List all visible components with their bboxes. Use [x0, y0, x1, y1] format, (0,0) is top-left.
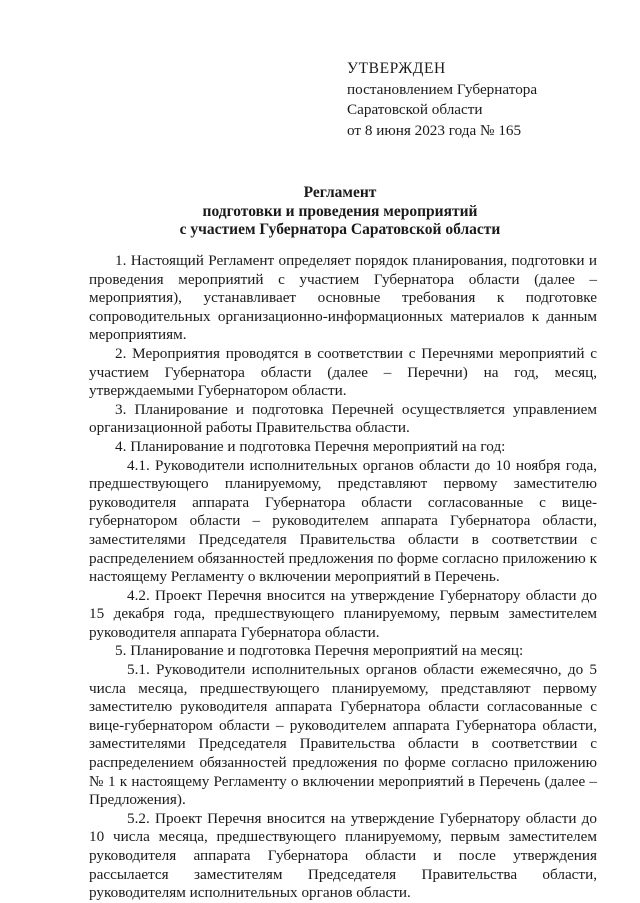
paragraph-4-1: 4.1. Руководители исполнительных органов области до 10 ноября года, предшествующего планируемому, представляют первому заместителю руководителя аппарата Губернатора области согласованные с вице-губернатором области – руководителем аппарата Губернатора области, заместителями Председателя Правительства области в соответствии с распределением обязанностей предложения по форме согласно приложению к настоящему Регламенту о включении мероприятий в Перечень. [89, 456, 597, 586]
approval-line-1: постановлением Губернатора [347, 80, 538, 98]
paragraph-5-1: 5.1. Руководители исполнительных органов области ежемесячно, до 5 числа месяца, предшествующего планируемому, представляют первому заместителю руководителя аппарата Губернатора области согласованные с вице-губернатором области – руководителем аппарата Губернатора области, заместителями Председателя Правительства области в соответствии с распределением обязанностей предложения по форме согласно приложению № 1 к настоящему Регламенту о включении мероприятий в Перечень (далее – Предложения). [89, 661, 597, 809]
paragraph-3: 3. Планирование и подготовка Перечней осуществляется управлением организационной работы Правительства области. [89, 400, 597, 437]
approval-heading: УТВЕРЖДЕН [347, 60, 446, 77]
document-body [89, 252, 597, 903]
approval-line-2: Саратовской области [347, 101, 483, 118]
paragraph-1: 1. Настоящий Регламент определяет порядок планирования, подготовки и проведения мероприятий с участием Губернатора области (далее – мероприятия), устанавливает основные требования к подготовке сопроводительных организационно-информационных материалов к данным мероприятиям. [89, 252, 597, 344]
document-title [60, 184, 620, 240]
approval-stamp [347, 59, 617, 141]
title-line-3: с участием Губернатора Саратовской области [179, 221, 501, 238]
paragraph-5: 5. Планирование и подготовка Перечня мероприятий на месяц: [115, 642, 524, 660]
paragraph-5-2: 5.2. Проект Перечня вносится на утверждение Губернатору области до 10 числа месяца, предшествующего планируемому, первым заместителем руководителя аппарата Губернатора области и после утверждения рассылается заместителям Председателя Правительства области, руководителям исполнительных органов области. [89, 809, 597, 902]
title-line-1: Регламент [303, 184, 377, 201]
paragraph-2: 2. Мероприятия проводятся в соответствии с Перечнями мероприятий с участием Губернатора области (далее – Перечни) на год, месяц, утверждаемыми Губернатором области. [89, 344, 597, 400]
approval-line-3: от 8 июня 2023 года № 165 [347, 121, 522, 139]
paragraph-4: 4. Планирование и подготовка Перечня мероприятий на год: [115, 437, 506, 455]
title-line-2: подготовки и проведения мероприятий [202, 202, 478, 220]
paragraph-4-2: 4.2. Проект Перечня вносится на утверждение Губернатору области до 15 декабря года, предшествующего планируемому, первым заместителем руководителя аппарата Губернатора области. [89, 586, 597, 641]
